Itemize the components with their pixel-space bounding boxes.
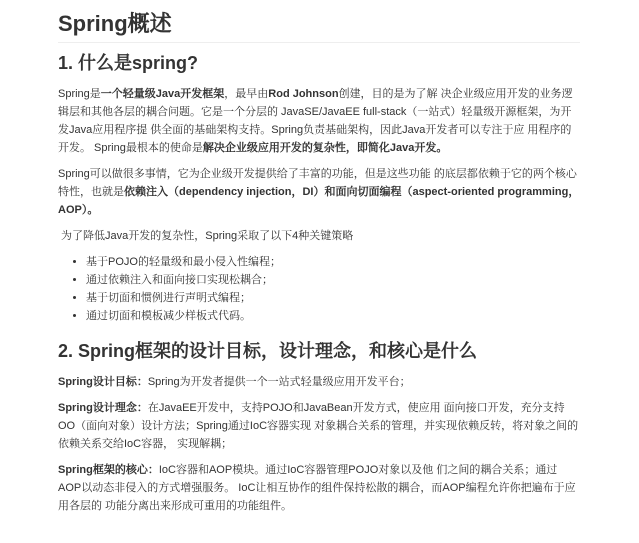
text: Spring可以做很多事情，它为企业级开发提供给了丰富的功能，但是这些功能 的底层都依赖于它的两个核心特性，也就是 xyxy=(58,168,577,198)
list-item: • 通过依赖注入和面向接口实现松耦合； xyxy=(86,271,580,289)
text: 创建，目的是为了解 决企业级应用开发的业务逻辑层和其他各层的耦合问题。它是一个分层的 JavaSE/JavaEE full-stack（一站式）轻量级开源框架，为开发Java应用程序提 供全面的基础架构支持。Spring负责基础架构，因此Java开发者可以专注于应 用程序的开发。 Spring最根本的使命是 xyxy=(58,88,573,154)
section-heading-what-is-spring: 1. 什么是spring? xyxy=(58,53,199,73)
list-item: • 基于POJO的轻量级和最小侵入性编程； xyxy=(86,253,580,271)
strategies-intro: 为了降低Java开发的复杂性，Spring采取了以下4种关键策略 xyxy=(58,230,354,242)
core-features-paragraph xyxy=(58,165,580,219)
intro-paragraph xyxy=(58,85,580,157)
text: 在JavaEE开发中，支持POJO和JavaBean开发方式，使应用 面向接口开发，充分支持OO（面向对象）设计方法；Spring通过IoC容器实现 对象耦合关系的管理，并实现依赖反转，将对象之间的依赖关系交给IoC容器， 实现解耦； xyxy=(58,402,579,450)
bold-text: Spring框架的核心： xyxy=(58,464,159,476)
text: Spring为开发者提供一个一站式轻量级应用开发平台； xyxy=(147,376,411,388)
bold-text: 一个轻量级Java开发框架 xyxy=(100,88,225,100)
list-item: • 通过切面和模板减少样板式代码。 xyxy=(86,307,580,325)
list-item: • 基于切面和惯例进行声明式编程； xyxy=(86,289,580,307)
design-goal-paragraph xyxy=(58,373,580,391)
document xyxy=(58,0,580,523)
bold-text: Spring设计目标： xyxy=(58,376,148,388)
text: Spring是 xyxy=(58,88,101,100)
bold-text: Spring设计理念： xyxy=(58,402,148,414)
text: IoC容器和AOP模块。通过IoC容器管理POJO对象以及他 们之间的耦合关系；通过AOP以动态非侵入的方式增强服务。 IoC让相互协作的组件保持松散的耦合，而AOP编程允许你把遍布于应用各层的 功能分离出来形成可重用的功能组件。 xyxy=(58,464,576,512)
page-title: Spring概述 xyxy=(58,10,580,43)
text: ，最早由 xyxy=(224,88,269,100)
strategies-list xyxy=(58,253,580,325)
section-heading-design: 2. Spring框架的设计目标，设计理念，和核心是什么 xyxy=(58,341,478,361)
framework-core-paragraph xyxy=(58,461,580,515)
design-concept-paragraph xyxy=(58,399,580,453)
bold-text: Rod Johnson xyxy=(268,88,339,100)
bold-text: 解决企业级应用开发的复杂性，即简化Java开发。 xyxy=(202,142,448,154)
bold-text: 依赖注入（dependency injection，DI）和面向切面编程（aspect-oriented programming， AOP）。 xyxy=(58,186,580,216)
